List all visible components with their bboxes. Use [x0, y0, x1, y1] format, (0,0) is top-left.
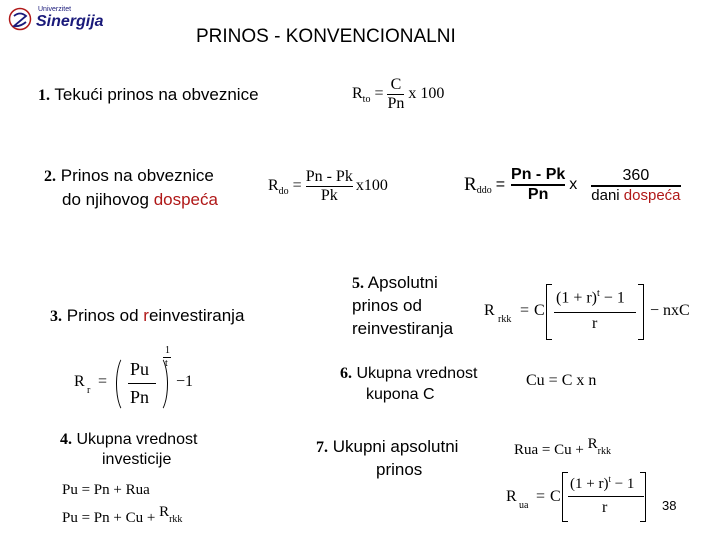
- item-7-text-2: prinos: [376, 460, 423, 479]
- formula-1-r: R: [352, 85, 363, 102]
- formula-1-denominator: Pn: [387, 94, 405, 112]
- item-6-number: 6.: [340, 365, 352, 382]
- formula-5-left-bracket: [546, 284, 552, 340]
- formula-2b-denom-dospeca: dospeća: [623, 186, 681, 204]
- formula-5-denominator: r: [592, 315, 598, 332]
- formula-4a: [62, 482, 150, 499]
- formula-2a-sub: do: [278, 185, 289, 197]
- formula-1-fraction: [387, 76, 404, 113]
- item-6: [340, 364, 477, 384]
- formula-5-tail: − nxC: [650, 302, 690, 319]
- item-4-text-1: Ukupna vrednost: [76, 431, 198, 448]
- formula-7b: [506, 472, 646, 522]
- item-7-number: 7.: [316, 439, 328, 456]
- item-5-number: 5.: [352, 275, 364, 292]
- item-4-number: 4.: [60, 431, 72, 448]
- item-6-line-2: [366, 386, 435, 404]
- item-3-number: 3.: [50, 308, 62, 325]
- formula-7b-right-bracket: [640, 472, 646, 522]
- item-2-text-1: Prinos na obveznice: [60, 166, 214, 185]
- item-6-text-1: Ukupna vrednost: [356, 365, 478, 382]
- formula-2b-sub: ddo: [476, 184, 492, 196]
- item-7-line-2: [376, 459, 422, 480]
- formula-3-exp-denominator: t: [165, 358, 168, 369]
- formula-7b-numer-exp: t: [608, 474, 611, 484]
- item-5-text-2: prinos od: [352, 296, 422, 315]
- item-2-text-2a: do njihovog: [62, 190, 154, 209]
- formula-6: [526, 372, 596, 390]
- item-5-text-1: Apsolutni: [367, 273, 438, 292]
- logo: [8, 6, 104, 32]
- formula-2b-fraction-2: [591, 167, 680, 204]
- formula-6-text: Cu = C x n: [526, 372, 597, 389]
- formula-4b-text: Pu = Pn + Cu +: [62, 510, 160, 526]
- formula-5: [484, 282, 704, 342]
- item-2-text-2b: dospeća: [153, 190, 218, 209]
- formula-4b: [62, 504, 183, 527]
- formula-2b-denominator-2: [591, 187, 680, 204]
- formula-2a-numerator: Pn - Pk: [305, 167, 353, 185]
- page-title: [196, 26, 456, 48]
- formula-2a-fraction: [306, 168, 353, 205]
- formula-3-eq: =: [98, 373, 108, 390]
- item-4: [60, 430, 197, 450]
- formula-2b-times: x: [569, 176, 578, 193]
- formula-7a-sub: rkk: [597, 446, 611, 457]
- item-5-text-3: reinvestiranja: [352, 319, 454, 338]
- formula-5-c: C: [534, 302, 545, 319]
- formula-2b-denom-dani: dani: [591, 186, 624, 204]
- formula-2a-r: R: [268, 177, 279, 194]
- formula-1-eq: =: [374, 85, 384, 102]
- formula-5-sub: rkk: [498, 314, 512, 325]
- formula-5-right-bracket: [638, 284, 644, 340]
- formula-7b-left-bracket: [562, 472, 568, 522]
- formula-7b-numerator: [570, 474, 634, 493]
- item-3-text-c: einvestiranja: [148, 306, 245, 325]
- formula-7a: [514, 436, 611, 459]
- logo-small-text: Univerzitet: [38, 6, 72, 13]
- formula-3-r: R: [74, 373, 85, 390]
- formula-2b-denominator-1: Pn: [527, 186, 549, 203]
- formula-3: [74, 345, 214, 413]
- formula-3-exp-numerator: 1: [165, 345, 170, 356]
- formula-5-numer-exp: t: [597, 288, 600, 299]
- item-5-line-3: [352, 318, 453, 339]
- formula-7b-sub: ua: [519, 500, 529, 511]
- formula-1-numerator: C: [390, 75, 402, 93]
- formula-2a: [268, 162, 388, 210]
- formula-5-r: R: [484, 302, 495, 319]
- item-2: [44, 165, 214, 187]
- formula-2b-fraction-1: [511, 166, 565, 204]
- formula-5-numerator: [556, 288, 625, 307]
- item-5-line-2: [352, 295, 422, 316]
- formula-5-eq: =: [520, 302, 530, 319]
- formula-7b-numer-base: (1 + r): [570, 476, 609, 492]
- page-number: 38: [662, 498, 677, 513]
- formula-3-sub: r: [87, 385, 91, 396]
- formula-4b-r: R: [159, 504, 170, 520]
- item-1-text: Tekući prinos na obveznice: [54, 85, 259, 104]
- formula-7b-c: C: [550, 488, 561, 505]
- formula-7b-eq: =: [536, 488, 546, 505]
- formula-2b-numerator-1: Pn - Pk: [511, 166, 566, 183]
- logo-icon: [8, 7, 32, 31]
- formula-3-denominator: Pn: [130, 387, 150, 407]
- item-6-text-2: kupona C: [366, 386, 435, 403]
- item-2-number: 2.: [44, 168, 56, 185]
- item-3-text-a: Prinos od: [66, 306, 144, 325]
- formula-1-mult: x 100: [408, 85, 445, 102]
- formula-7b-denominator: r: [602, 499, 608, 516]
- item-2-line-2: [62, 189, 218, 210]
- formula-1-sub: to: [362, 93, 371, 105]
- item-7-text-1: Ukupni apsolutni: [332, 437, 459, 456]
- page-title-main: PRINOS: [196, 26, 269, 47]
- formula-2b-r: R: [464, 174, 477, 195]
- formula-2b-numerator-2: 360: [622, 166, 650, 184]
- formula-1: [352, 70, 444, 118]
- formula-7b-r: R: [506, 488, 517, 505]
- formula-5-numer-tail: − 1: [599, 289, 625, 307]
- formula-7a-text: Rua = Cu +: [514, 442, 588, 458]
- formula-2a-eq: =: [292, 177, 302, 194]
- formula-2b: [464, 160, 681, 210]
- formula-3-minus-one: −1: [176, 373, 194, 390]
- formula-7a-r: R: [587, 436, 598, 452]
- formula-4b-sub: rkk: [169, 514, 183, 525]
- formula-2a-denominator: Pk: [320, 186, 338, 204]
- formula-4a-text: Pu = Pn + Rua: [62, 482, 150, 498]
- item-5: [352, 272, 438, 294]
- item-3: [50, 305, 244, 327]
- item-1-number: 1.: [38, 87, 50, 104]
- formula-3-numerator: Pu: [130, 359, 150, 379]
- item-4-line-2: [102, 451, 171, 469]
- formula-5-numer-base: (1 + r): [556, 289, 598, 307]
- logo-main-text: Sinergija: [36, 13, 104, 30]
- item-1: [38, 84, 259, 106]
- formula-7b-numer-tail: − 1: [610, 476, 635, 492]
- item-4-text-2: investicije: [102, 451, 172, 468]
- formula-2a-mult: x100: [355, 177, 388, 194]
- item-3-text-b: r: [143, 306, 149, 325]
- item-7: [316, 436, 458, 458]
- formula-2b-eq: =: [495, 176, 506, 193]
- page-title-rest: - KONVENCIONALNI: [268, 26, 456, 47]
